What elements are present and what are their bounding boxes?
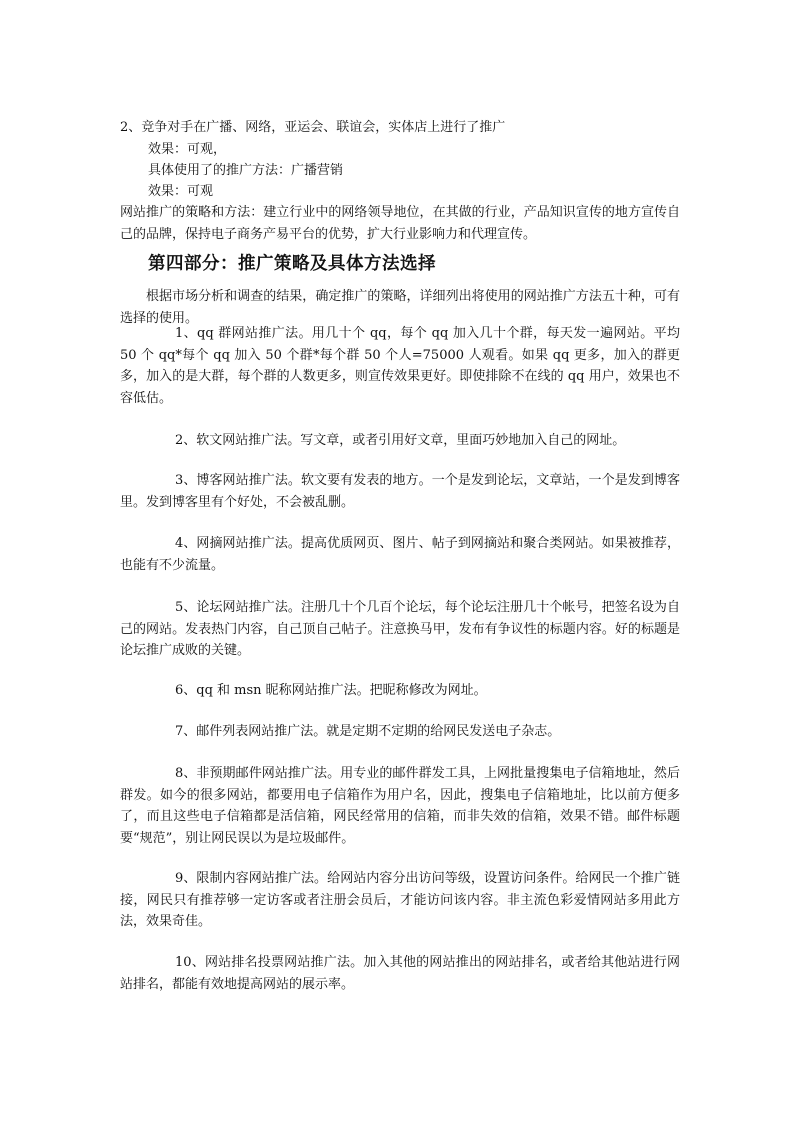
effect-line-2: 效果：可观	[148, 184, 214, 199]
method-line: 具体使用了的推广方法：广播营销	[148, 163, 344, 178]
method-item-6: 6、qq 和 msn 昵称网站推广法。把昵称修改为网址。	[175, 683, 487, 698]
method-item-2: 2、软文网站推广法。写文章，或者引用好文章，里面巧妙地加入自己的网址。	[175, 433, 626, 448]
method-item-9: 9、限制内容网站推广法。给网站内容分出访问等级，设置访问条件。给网民一个推广链接，网民只有推荐够一定访客或者注册会员后，才能访问该内容。非主流色彩爱情网站多用此方法，效果奇佳。	[120, 871, 680, 929]
strategy-paragraph: 网站推广的策略和方法：建立行业中的网络领导地位，在其做的行业，产品知识宣传的地方宣传自己的品牌，保持电子商务产易平台的优势，扩大行业影响力和代理宣传。	[120, 205, 680, 242]
lead-paragraph: 根据市场分析和调查的结果，确定推广的策略，详细列出将使用的网站推广方法五十种，可有选择的使用。	[120, 289, 680, 326]
section-heading: 第四部分：推广策略及具体方法选择	[148, 254, 436, 274]
method-item-8: 8、非预期邮件网站推广法。用专业的邮件群发工具，上网批量搜集电子信箱地址，然后群发。如今的很多网站，都要用电子信箱作为用户名，因此，搜集电子信箱地址，比以前方便多了，而且这些电子信箱都是活信箱，网民经常用的信箱，而非失效的信箱，效果不错。邮件标题要“规范”，别让网民误以为是垃圾邮件。	[120, 766, 680, 846]
method-item-4: 4、网摘网站推广法。提高优质网页、图片、帖子到网摘站和聚合类网站。如果被推荐，也能有不少流量。	[120, 536, 680, 573]
effect-line-1: 效果：可观，	[148, 142, 227, 157]
method-item-3: 3、博客网站推广法。软文要有发表的地方。一个是发到论坛，文章站，一个是发到博客里。发到博客里有个好处，不会被乱删。	[120, 473, 680, 510]
method-item-5: 5、论坛网站推广法。注册几十个几百个论坛，每个论坛注册几十个帐号，把签名设为自己的网站。发表热门内容，自己顶自己帖子。注意换马甲，发布有争议性的标题内容。好的标题是论坛推广成败的关键。	[120, 600, 680, 658]
method-item-10: 10、网站排名投票网站推广法。加入其他的网站推出的网站排名，或者给其他站进行网站排名，都能有效地提高网站的展示率。	[120, 955, 680, 992]
competitor-line: 2、竞争对手在广播、网络，亚运会、联谊会，实体店上进行了推广	[120, 120, 506, 135]
method-item-7: 7、邮件列表网站推广法。就是定期不定期的给网民发送电子杂志。	[175, 724, 561, 739]
method-item-1: 1、qq 群网站推广法。用几十个 qq，每个 qq 加入几十个群，每天发一遍网站。平均 50 个 qq*每个 qq 加入 50 个群*每个群 50 个人=75000 人观看。如果 qq 更多，加入的群更多，加入的是大群，每个群的人数更多，则宣传效果更好。即使排除不在线的 qq 用户，效果也不容低估。	[120, 326, 680, 406]
